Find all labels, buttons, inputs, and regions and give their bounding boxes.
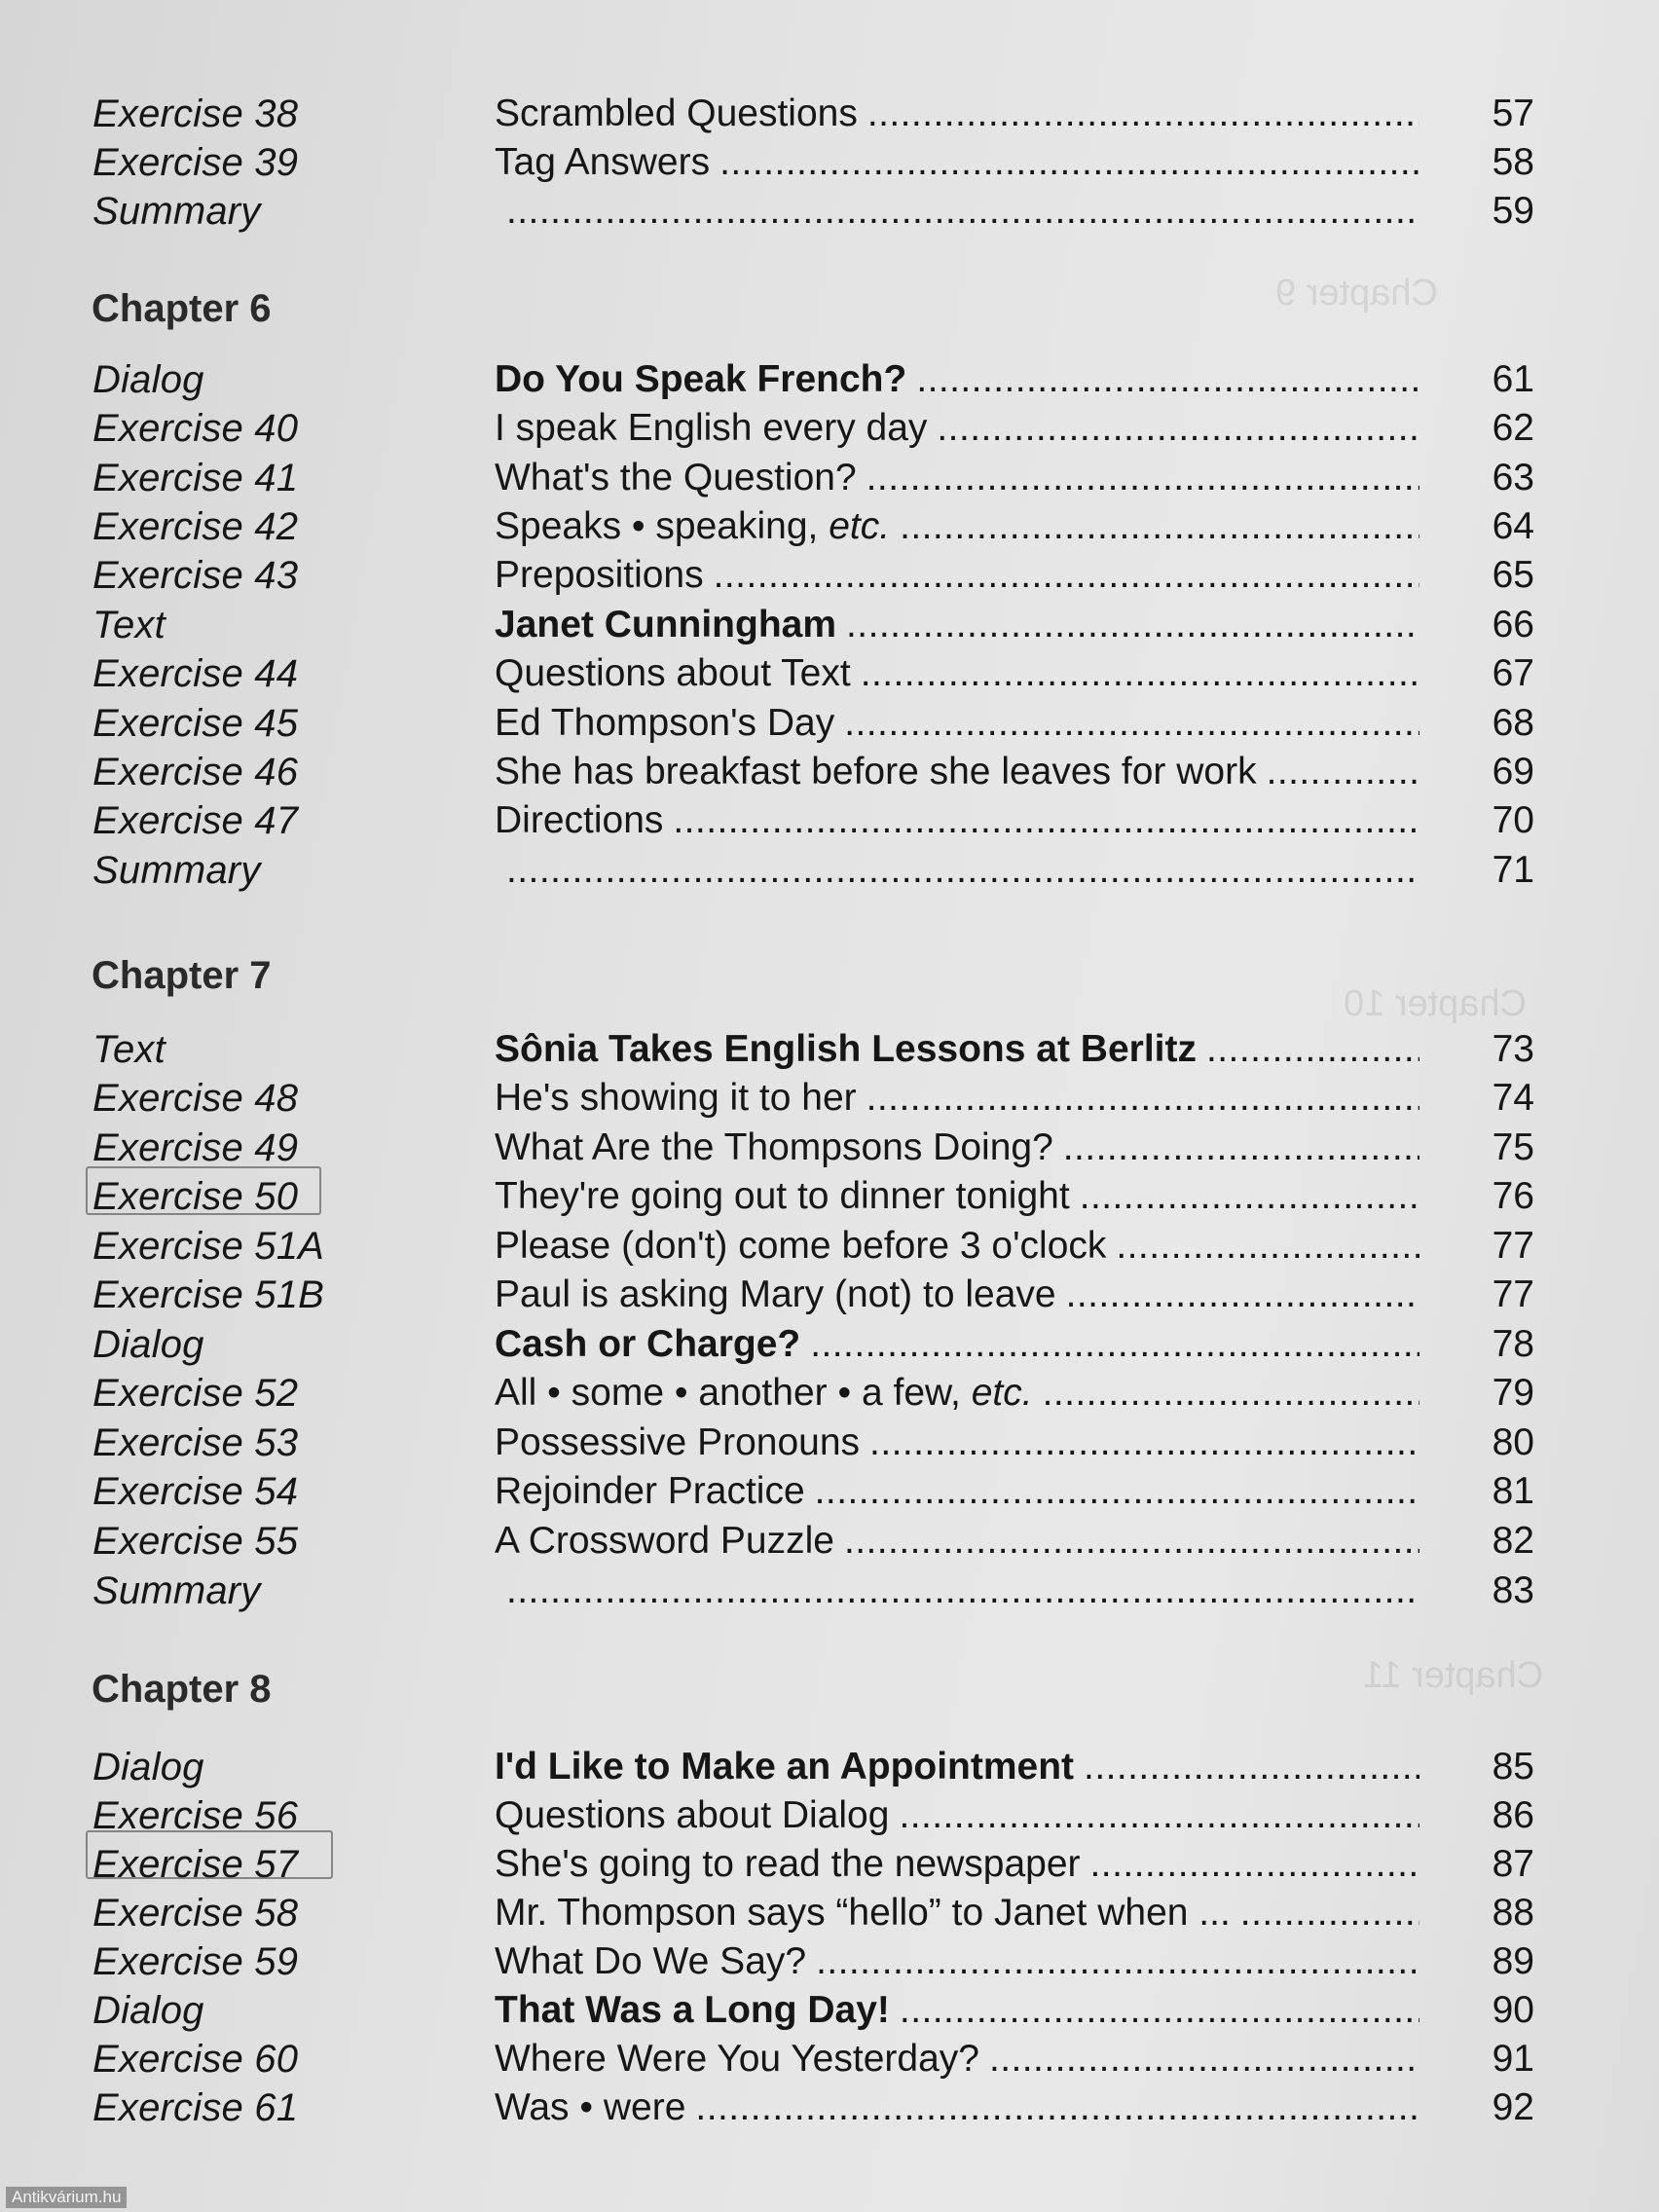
entry-title	[495, 1124, 1063, 1172]
entry-title	[495, 1743, 1084, 1791]
entry-label: Exercise 51B	[92, 1273, 325, 1316]
toc-entry	[0, 502, 1659, 551]
entry-title-line	[495, 1791, 1419, 1840]
toc-entry	[0, 1937, 1659, 1986]
dot-leader	[1206, 1025, 1419, 1074]
entry-title	[495, 355, 916, 404]
page-number: 92	[1492, 2086, 1534, 2128]
entry-title-text: Paul is asking Mary (not) to leave	[495, 1273, 1056, 1315]
page-number: 59	[1492, 190, 1534, 232]
entry-title	[495, 1791, 899, 1840]
page-number: 66	[1492, 604, 1534, 645]
entry-title	[495, 502, 900, 551]
page-number: 80	[1492, 1421, 1534, 1463]
page-number: 77	[1492, 1273, 1534, 1315]
entry-title	[495, 1937, 816, 1986]
entry-title-line	[495, 502, 1419, 551]
dot-leader	[714, 551, 1419, 600]
entry-title	[495, 1889, 1240, 1937]
toc-entry	[0, 748, 1659, 796]
entry-title-line	[495, 1743, 1419, 1791]
toc-entry	[0, 1369, 1659, 1418]
entry-title-text: Rejoinder Practice	[495, 1470, 805, 1512]
entry-label: Summary	[92, 1569, 261, 1612]
toc-entry	[0, 1567, 1659, 1615]
entry-label: Exercise 52	[92, 1372, 299, 1415]
dot-leader	[673, 796, 1419, 845]
entry-title	[495, 748, 1267, 796]
entry-title-line	[495, 1517, 1419, 1566]
entry-label: Exercise 40	[92, 407, 299, 450]
toc-entry	[0, 355, 1659, 404]
entry-title-text: She has breakfast before she leaves for work	[495, 751, 1257, 793]
dot-leader	[899, 1791, 1419, 1840]
toc-entry	[0, 551, 1659, 600]
toc-entry	[0, 1986, 1659, 2035]
entry-title	[495, 1986, 900, 2035]
entry-title-text: Questions about Dialog	[495, 1794, 890, 1836]
entry-label: Exercise 44	[92, 652, 299, 695]
entry-title-text: Janet Cunningham	[495, 604, 837, 645]
entry-title	[495, 1369, 1043, 1418]
toc-entry	[0, 2035, 1659, 2083]
page-number: 81	[1492, 1470, 1534, 1512]
entry-title-line	[495, 699, 1419, 748]
entry-title	[495, 1271, 1066, 1319]
bleed-through: Chapter 11	[1363, 1655, 1544, 1696]
entry-label: Dialog	[92, 1746, 204, 1788]
entry-title-line	[495, 1271, 1419, 1319]
page-number: 77	[1492, 1225, 1534, 1267]
toc-entry	[0, 1743, 1659, 1791]
entry-title-text: Was • were	[495, 2086, 686, 2128]
entry-title-text: What Are the Thompsons Doing?	[495, 1126, 1053, 1168]
toc-entry	[0, 846, 1659, 895]
toc-entry	[0, 1124, 1659, 1172]
entry-title	[495, 1222, 1116, 1271]
page-number: 64	[1492, 505, 1534, 547]
dot-leader	[900, 1986, 1419, 2035]
dot-leader	[815, 1467, 1419, 1516]
toc-entry	[0, 138, 1659, 187]
dot-leader	[1116, 1222, 1419, 1271]
dot-leader	[1063, 1124, 1419, 1172]
entry-label: Exercise 55	[92, 1520, 299, 1563]
dot-leader	[810, 1320, 1419, 1369]
dot-leader	[989, 2035, 1419, 2083]
entry-title-line	[495, 1025, 1419, 1074]
page-number: 79	[1492, 1372, 1534, 1414]
page-number: 87	[1492, 1843, 1534, 1885]
entry-label: Exercise 39	[92, 141, 299, 184]
bleed-through: Chapter 10	[1344, 983, 1528, 1024]
entry-title-text: They're going out to dinner tonight	[495, 1175, 1070, 1217]
dot-leader	[867, 90, 1419, 138]
entry-label: Summary	[92, 849, 261, 892]
page-number: 90	[1492, 1989, 1534, 2031]
dot-leader	[1240, 1889, 1419, 1937]
page-number: 88	[1492, 1892, 1534, 1934]
page-number: 74	[1492, 1077, 1534, 1119]
entry-label: Exercise 48	[92, 1077, 299, 1120]
entry-label: Exercise 50	[92, 1175, 299, 1218]
entry-label: Exercise 45	[92, 702, 299, 745]
dot-leader	[1066, 1271, 1419, 1319]
page-number: 61	[1492, 358, 1534, 400]
dot-leader	[866, 454, 1419, 502]
entry-title-line	[495, 1986, 1419, 2035]
page-number: 65	[1492, 554, 1534, 596]
toc-entry	[0, 1222, 1659, 1271]
toc-entry	[0, 601, 1659, 649]
entry-label: Exercise 49	[92, 1126, 299, 1169]
page-number: 62	[1492, 407, 1534, 449]
dot-leader	[861, 649, 1419, 698]
chapter-heading: Chapter 6	[92, 287, 272, 330]
entry-label: Exercise 53	[92, 1421, 299, 1464]
toc-entry	[0, 649, 1659, 698]
entry-title-text: Possessive Pronouns	[495, 1421, 861, 1463]
entry-title-italic: etc.	[971, 1372, 1033, 1414]
dot-leader	[866, 1074, 1419, 1123]
entry-title	[495, 601, 846, 649]
entry-title-italic: etc.	[829, 505, 891, 547]
page-number: 83	[1492, 1569, 1534, 1611]
entry-title	[495, 699, 844, 748]
dot-leader	[846, 601, 1419, 649]
toc-entry	[0, 1467, 1659, 1516]
entry-title	[495, 454, 866, 502]
page-number: 67	[1492, 652, 1534, 694]
bleed-through: Chapter 9	[1275, 273, 1438, 313]
page-number: 86	[1492, 1794, 1534, 1836]
entry-title-text: What's the Question?	[495, 457, 857, 498]
entry-label: Dialog	[92, 358, 204, 401]
entry-title-text: All • some • another • a few,	[495, 1372, 972, 1414]
page-number: 73	[1492, 1028, 1534, 1070]
dot-leader	[844, 699, 1419, 748]
page-number: 71	[1492, 849, 1534, 891]
entry-title-text: Prepositions	[495, 554, 704, 596]
toc-entry	[0, 90, 1659, 138]
entry-label: Exercise 56	[92, 1794, 299, 1837]
entry-label: Exercise 47	[92, 799, 299, 842]
entry-title-text: Mr. Thompson says “hello” to Janet when ...	[495, 1892, 1231, 1934]
page-number: 91	[1492, 2038, 1534, 2080]
entry-label: Exercise 61	[92, 2086, 299, 2129]
dot-leader	[900, 502, 1419, 551]
entry-label: Exercise 46	[92, 751, 299, 793]
entry-title-line	[495, 90, 1419, 138]
entry-title-line	[495, 1222, 1419, 1271]
entry-label: Exercise 43	[92, 554, 299, 597]
entry-title-text: What Do We Say?	[495, 1940, 807, 1982]
watermark: Antikvárium.hu	[6, 2187, 127, 2208]
entry-title	[495, 1074, 866, 1123]
dot-leader	[506, 187, 1419, 236]
entry-title-text: Sônia Takes English Lessons at Berlitz	[495, 1028, 1197, 1070]
toc-entry	[0, 1320, 1659, 1369]
entry-label: Exercise 51A	[92, 1225, 325, 1268]
entry-title-line	[495, 846, 1419, 895]
entry-title	[495, 551, 714, 600]
entry-label: Exercise 41	[92, 457, 299, 499]
entry-title-text: Directions	[495, 799, 664, 841]
entry-title	[495, 796, 673, 845]
entry-title	[495, 90, 867, 138]
entry-label: Exercise 38	[92, 92, 299, 135]
entry-title-text: Questions about Text	[495, 652, 851, 694]
entry-title-line	[495, 1074, 1419, 1123]
dot-leader	[916, 355, 1419, 404]
entry-title-line	[495, 2083, 1419, 2132]
entry-title	[495, 1172, 1080, 1221]
entry-title	[495, 404, 937, 453]
dot-leader	[1267, 748, 1419, 796]
entry-label: Exercise 54	[92, 1470, 299, 1513]
entry-title-line	[495, 1840, 1419, 1889]
page-number: 82	[1492, 1520, 1534, 1562]
entry-title-line	[495, 1124, 1419, 1172]
entry-title-line	[495, 187, 1419, 236]
entry-title-line	[495, 1369, 1419, 1418]
dot-leader	[869, 1419, 1419, 1467]
page-number: 76	[1492, 1175, 1534, 1217]
dot-leader	[719, 138, 1419, 187]
page-number: 75	[1492, 1126, 1534, 1168]
entry-title-text: Please (don't) come before 3 o'clock	[495, 1225, 1107, 1267]
entry-title-line	[495, 355, 1419, 404]
entry-title	[495, 2083, 695, 2132]
dot-leader	[816, 1937, 1419, 1986]
entry-title-text: Ed Thompson's Day	[495, 702, 835, 744]
entry-title-text: That Was a Long Day!	[495, 1989, 890, 2031]
page-number: 63	[1492, 457, 1534, 498]
dot-leader	[1043, 1369, 1419, 1418]
dot-leader	[695, 2083, 1419, 2132]
toc-entry	[0, 2083, 1659, 2132]
entry-title-line	[495, 551, 1419, 600]
entry-title	[495, 1467, 815, 1516]
toc-entry	[0, 187, 1659, 236]
page-number: 70	[1492, 799, 1534, 841]
entry-title-text: Do You Speak French?	[495, 358, 907, 400]
toc-entry	[0, 1419, 1659, 1467]
toc-entry	[0, 404, 1659, 453]
dot-leader	[1090, 1840, 1419, 1889]
entry-title-text: Speaks • speaking,	[495, 505, 830, 547]
toc-entry	[0, 699, 1659, 748]
dot-leader	[844, 1517, 1419, 1566]
chapter-heading: Chapter 8	[92, 1668, 272, 1711]
dot-leader	[506, 1567, 1419, 1615]
entry-title	[495, 2035, 989, 2083]
entry-title-text: A Crossword Puzzle	[495, 1520, 834, 1562]
entry-title	[495, 1840, 1090, 1889]
entry-title-text: Tag Answers	[495, 141, 711, 183]
entry-title	[495, 1419, 869, 1467]
entry-label: Exercise 42	[92, 505, 299, 548]
entry-title	[495, 1517, 844, 1566]
toc-entry	[0, 1074, 1659, 1123]
entry-label: Dialog	[92, 1323, 204, 1366]
toc-entry	[0, 796, 1659, 845]
toc-entry	[0, 1517, 1659, 1566]
entry-label: Text	[92, 1028, 166, 1071]
dot-leader	[937, 404, 1419, 453]
entry-title	[495, 1320, 810, 1369]
entry-title-line	[495, 404, 1419, 453]
entry-title-line	[495, 649, 1419, 698]
entry-label: Dialog	[92, 1989, 204, 2032]
entry-title-line	[495, 1937, 1419, 1986]
entry-title-line	[495, 1172, 1419, 1221]
chapter-heading: Chapter 7	[92, 954, 272, 997]
page-number: 57	[1492, 92, 1534, 134]
entry-title-text: He's showing it to her	[495, 1077, 857, 1119]
entry-title-line	[495, 1419, 1419, 1467]
entry-title	[495, 649, 861, 698]
toc-entry	[0, 1271, 1659, 1319]
entry-title-line	[495, 138, 1419, 187]
entry-label: Summary	[92, 190, 261, 233]
dot-leader	[506, 846, 1419, 895]
dot-leader	[1084, 1743, 1419, 1791]
entry-label: Exercise 58	[92, 1892, 299, 1935]
pencil-mark-box	[86, 1166, 321, 1215]
page-number: 58	[1492, 141, 1534, 183]
entry-title-line	[495, 1320, 1419, 1369]
toc-entry	[0, 1889, 1659, 1937]
page-number: 85	[1492, 1746, 1534, 1788]
entry-title-text: I'd Like to Make an Appointment	[495, 1746, 1075, 1788]
entry-label: Exercise 57	[92, 1843, 299, 1886]
entry-title-line	[495, 601, 1419, 649]
page-number: 69	[1492, 751, 1534, 793]
entry-title-line	[495, 1567, 1419, 1615]
page-number: 68	[1492, 702, 1534, 744]
entry-title-line	[495, 796, 1419, 845]
page-number: 78	[1492, 1323, 1534, 1365]
entry-title-text: She's going to read the newspaper	[495, 1843, 1081, 1885]
pencil-mark-box	[86, 1830, 333, 1879]
entry-title-text: Scrambled Questions	[495, 92, 858, 134]
entry-title-line	[495, 1889, 1419, 1937]
entry-title-line	[495, 1467, 1419, 1516]
toc-entry	[0, 1025, 1659, 1074]
entry-title	[495, 138, 719, 187]
dot-leader	[1080, 1172, 1419, 1221]
entry-title	[495, 1025, 1206, 1074]
entry-label: Text	[92, 604, 166, 646]
entry-title-text: Where Were You Yesterday?	[495, 2038, 979, 2080]
entry-title-text: Cash or Charge?	[495, 1323, 801, 1365]
toc-entry	[0, 454, 1659, 502]
entry-title-line	[495, 454, 1419, 502]
page-number: 89	[1492, 1940, 1534, 1982]
entry-label: Exercise 59	[92, 1940, 299, 1983]
entry-label: Exercise 60	[92, 2038, 299, 2081]
entry-title-text: I speak English every day	[495, 407, 928, 449]
entry-title-line	[495, 748, 1419, 796]
entry-title-line	[495, 2035, 1419, 2083]
